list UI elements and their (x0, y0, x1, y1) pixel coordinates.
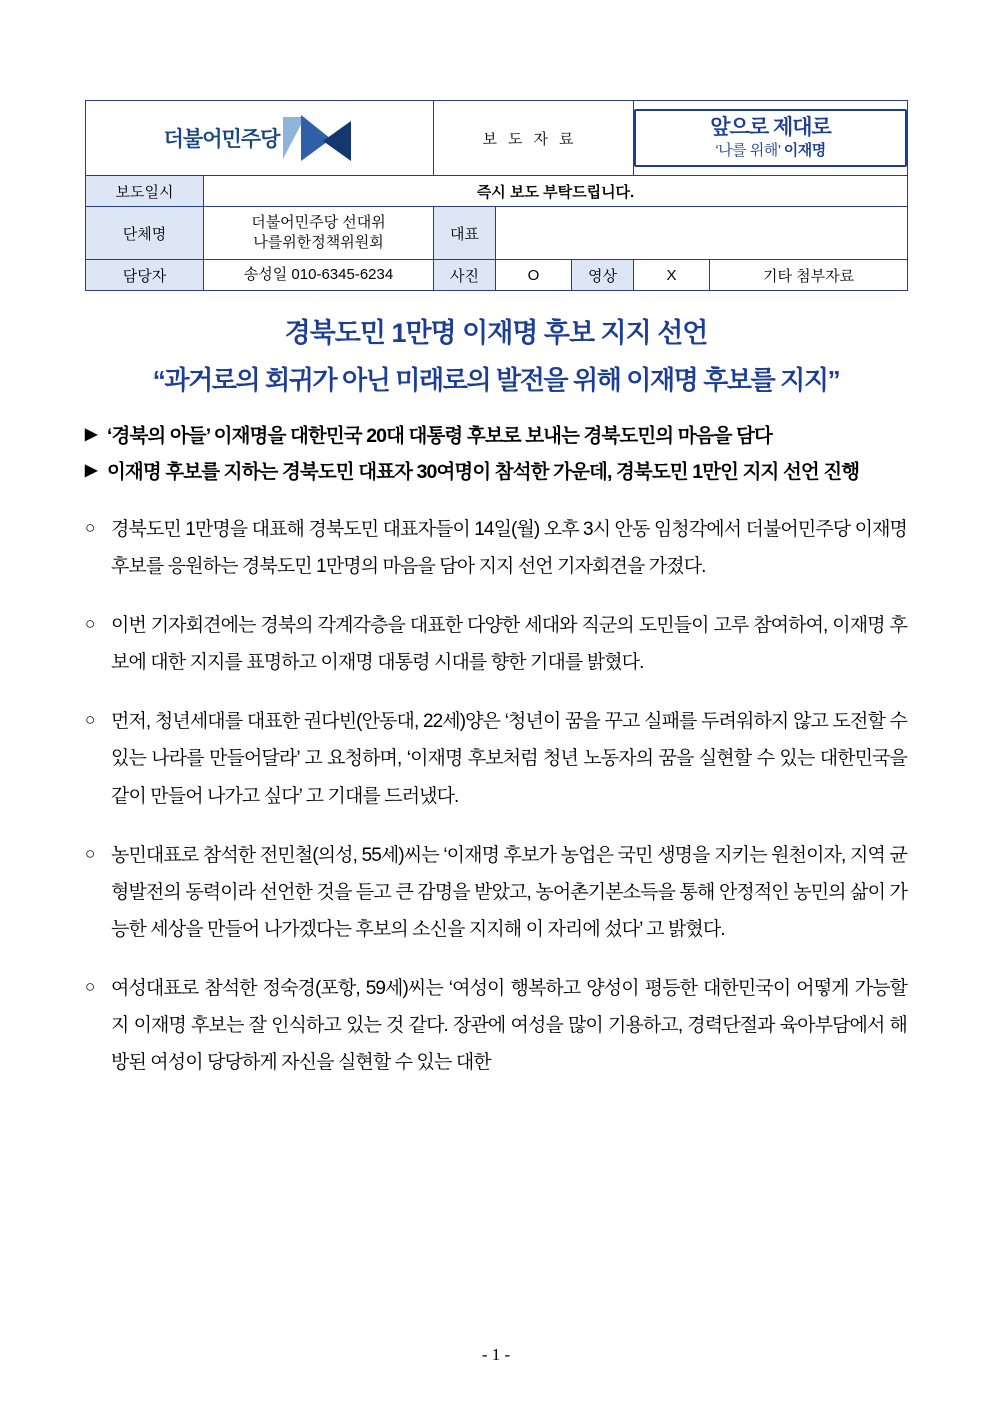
body-paragraph-text: 이번 기자회견에는 경북의 각계각층을 대표한 다양한 세대와 직군의 도민들이 고루 참여하여, 이재명 후보에 대한 지지를 표명하고 이재명 대통령 시대를 향한 기대를 밝혔다. (111, 615, 907, 674)
representative-value (496, 207, 908, 260)
header-branding-row (86, 101, 908, 176)
headline-secondary: “과거로의 회귀가 아닌 미래로의 발전을 위해 이재명 후보를 지지” (152, 365, 840, 395)
contact-value: 송성일 010-6345-6234 (204, 260, 434, 291)
slogan-bottom-text (642, 142, 899, 159)
release-date-value: 즉시 보도 부탁드립니다. (204, 176, 908, 207)
bullet-item (85, 419, 907, 453)
body-paragraph-text: 농민대표로 참석한 전민철(의성, 55세)씨는 ‘이재명 후보가 농업은 국민 생명을 지키는 원천이자, 지역 균형발전의 동력이라 선언한 것을 듣고 큰 감명을 받았고, 농어촌기본소득을 통해 안정적인 농민의 삶이 가능한 세상을 만들어 나가겠다는 후보의 소신을 지지해 이 자리에 섰다’ 고 밝혔다. (111, 844, 907, 940)
body-paragraph-text: 여성대표로 참석한 정숙경(포항, 59세)씨는 ‘여성이 행복하고 양성이 평등한 대한민국이 어떻게 가능할지 이재명 후보는 잘 인식하고 있는 것 같다. 장관에 여성을 많이 기용하고, 경력단절과 육아부담에서 해방된 여성이 당당하게 자신을 실현할 수 있는 대한 (111, 977, 907, 1073)
party-logo-cell (86, 101, 434, 176)
organization-value (204, 207, 434, 260)
slogan-top-text: 앞으로 제대로 (710, 115, 831, 139)
body-paragraph (85, 970, 907, 1081)
slogan-quote: ‘나를 위해’ (715, 141, 781, 159)
organization-row (86, 207, 908, 260)
video-label: 영상 (572, 260, 634, 291)
body-paragraph (85, 837, 907, 948)
bullet-text: 이재명 후보를 지하는 경북도민 대표자 30여명이 참석한 가운데, 경북도민 1만인 지지 선언 진행 (107, 461, 860, 484)
headline-primary: 경북도민 1만명 이재명 후보 지지 선언 (284, 318, 708, 348)
body-paragraph (85, 511, 907, 585)
release-date-label: 보도일시 (86, 176, 204, 207)
photo-label: 사진 (434, 260, 496, 291)
circle-marker-icon: ○ (85, 976, 95, 996)
body-paragraph (85, 703, 907, 814)
bullet-marker-icon: ▶ (85, 462, 97, 480)
press-release-header-table (85, 100, 908, 291)
video-value: X (634, 260, 710, 291)
body-paragraph-text: 먼저, 청년세대를 대표한 권다빈(안동대, 22세)양은 ‘청년이 꿈을 꾸고 실패를 두려워하지 않고 도전할 수 있는 나라를 만들어달라’ 고 요청하며, ‘이재명 후보처럼 청년 노동자의 꿈을 실현할 수 있는 대한민국을 같이 만들어 나가고 싶다’ 고 기대를 드러냈다. (111, 711, 907, 807)
body-paragraph (85, 607, 907, 681)
campaign-slogan-cell (634, 101, 908, 176)
representative-label: 대표 (434, 207, 496, 260)
party-logo-icon (283, 115, 355, 161)
candidate-name: 이재명 (783, 141, 826, 159)
page-number: - 1 - (481, 1345, 511, 1364)
bullet-list (85, 419, 907, 489)
attachment-label: 기타 첨부자료 (710, 260, 908, 291)
organization-line-1: 더불어민주당 선대위 (251, 213, 386, 231)
organization-line-2: 나를위한정책위원회 (253, 234, 384, 251)
organization-label: 단체명 (86, 207, 204, 260)
circle-marker-icon: ○ (85, 518, 95, 538)
bullet-item (85, 455, 907, 489)
bullet-text: ‘경북의 아들’ 이재명을 대한민국 20대 대통령 후보로 보내는 경북도민의 마음을 담다 (107, 425, 772, 447)
release-date-row (86, 176, 908, 207)
party-logo-text: 더불어민주당 (163, 128, 280, 151)
body-paragraph-list (85, 511, 907, 1081)
document-title: 보도자료 (434, 101, 634, 176)
contact-label: 담당자 (86, 260, 204, 291)
body-paragraph-text: 경북도민 1만명을 대표해 경북도민 대표자들이 14일(월) 오후 3시 안동 임청각에서 더불어민주당 이재명 후보를 응원하는 경북도민 1만명의 마음을 담아 지지 선언 기자회견을 가졌다. (111, 519, 907, 578)
bullet-marker-icon: ▶ (85, 426, 97, 443)
circle-marker-icon: ○ (85, 843, 95, 863)
contact-row (86, 260, 908, 291)
circle-marker-icon: ○ (85, 710, 95, 730)
photo-value: O (496, 260, 572, 291)
circle-marker-icon: ○ (85, 614, 95, 634)
